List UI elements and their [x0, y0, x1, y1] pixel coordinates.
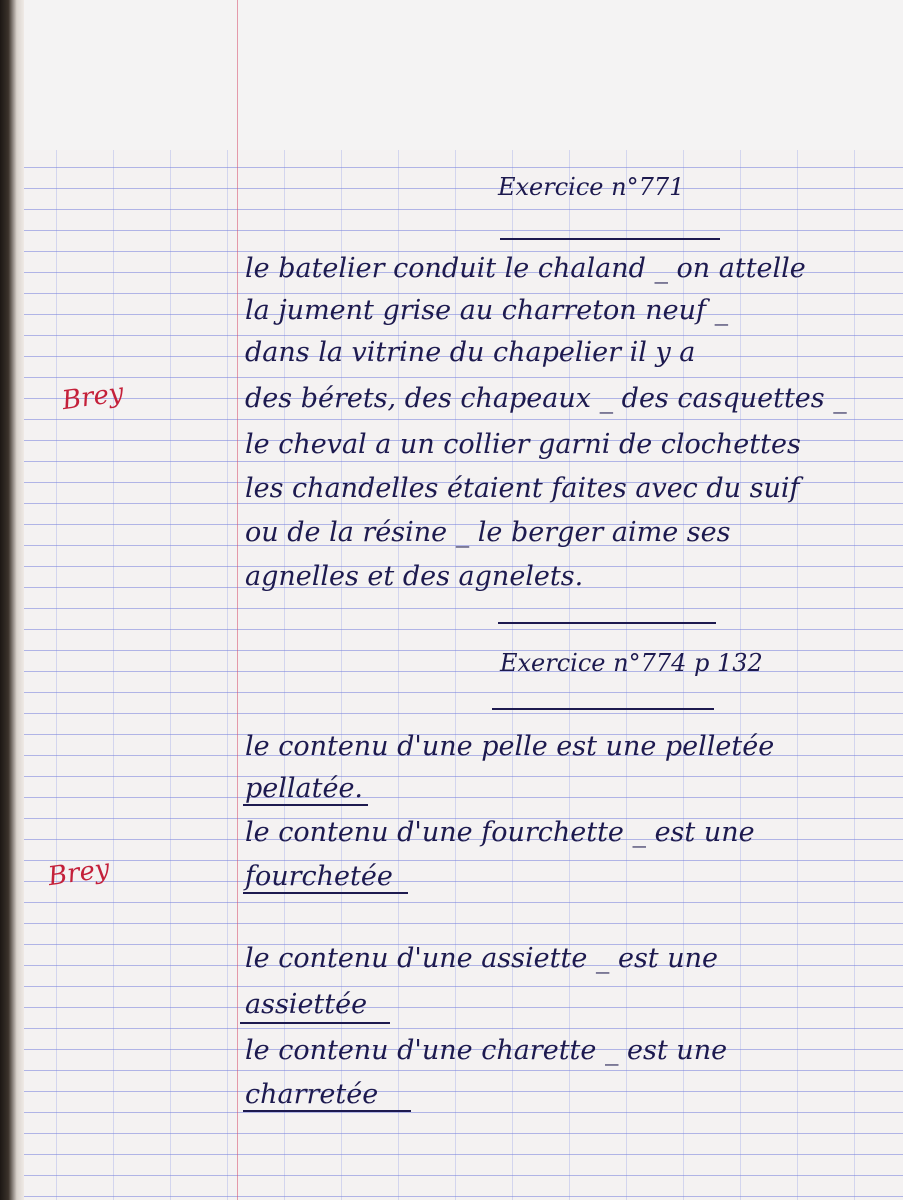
exercise-1-line: le batelier conduit le chaland _ on attelle — [245, 253, 806, 284]
exercise-2-heading: Exercice n°774 p 132 — [500, 649, 763, 677]
exercise-1-heading: Exercice n°771 — [498, 173, 685, 201]
margin-line — [237, 0, 238, 1200]
answer-underline — [243, 804, 368, 806]
exercise-2-answer: fourchetée — [245, 861, 393, 892]
exercise-1-line: ou de la résine _ le berger aime ses — [245, 517, 731, 548]
exercise-2-answer: pellatée. — [245, 773, 364, 804]
exercise-1-line: le cheval a un collier garni de clochettes — [245, 429, 801, 460]
exercise-1-line: des bérets, des chapeaux _ des casquettes _ — [245, 383, 847, 414]
exercise-separator-rule — [498, 622, 716, 624]
exercise-2-heading-rule — [492, 708, 714, 710]
teacher-grade-mark: Brey — [60, 377, 126, 417]
exercise-1-heading-rule — [500, 238, 720, 240]
exercise-1-line: dans la vitrine du chapelier il y a — [245, 337, 696, 368]
exercise-2-answer: charretée — [245, 1079, 379, 1110]
exercise-1-line: les chandelles étaient faites avec du suif — [245, 473, 800, 504]
exercise-2-line: le contenu d'une charette _ est une — [245, 1035, 728, 1066]
exercise-2-line: le contenu d'une pelle est une pelletée — [245, 731, 775, 762]
answer-underline — [240, 1022, 390, 1024]
exercise-2-line: le contenu d'une fourchette _ est une — [245, 817, 755, 848]
exercise-2-answer: assiettée — [245, 989, 368, 1020]
exercise-1-line: la jument grise au charreton neuf _ — [245, 295, 729, 326]
answer-underline — [243, 1110, 411, 1112]
notebook-binding — [0, 0, 24, 1200]
exercise-2-line: le contenu d'une assiette _ est une — [245, 943, 718, 974]
exercise-1-line: agnelles et des agnelets. — [245, 561, 584, 592]
answer-underline — [243, 892, 408, 894]
page-header-space — [24, 0, 903, 150]
teacher-grade-mark: Brey — [46, 853, 112, 893]
